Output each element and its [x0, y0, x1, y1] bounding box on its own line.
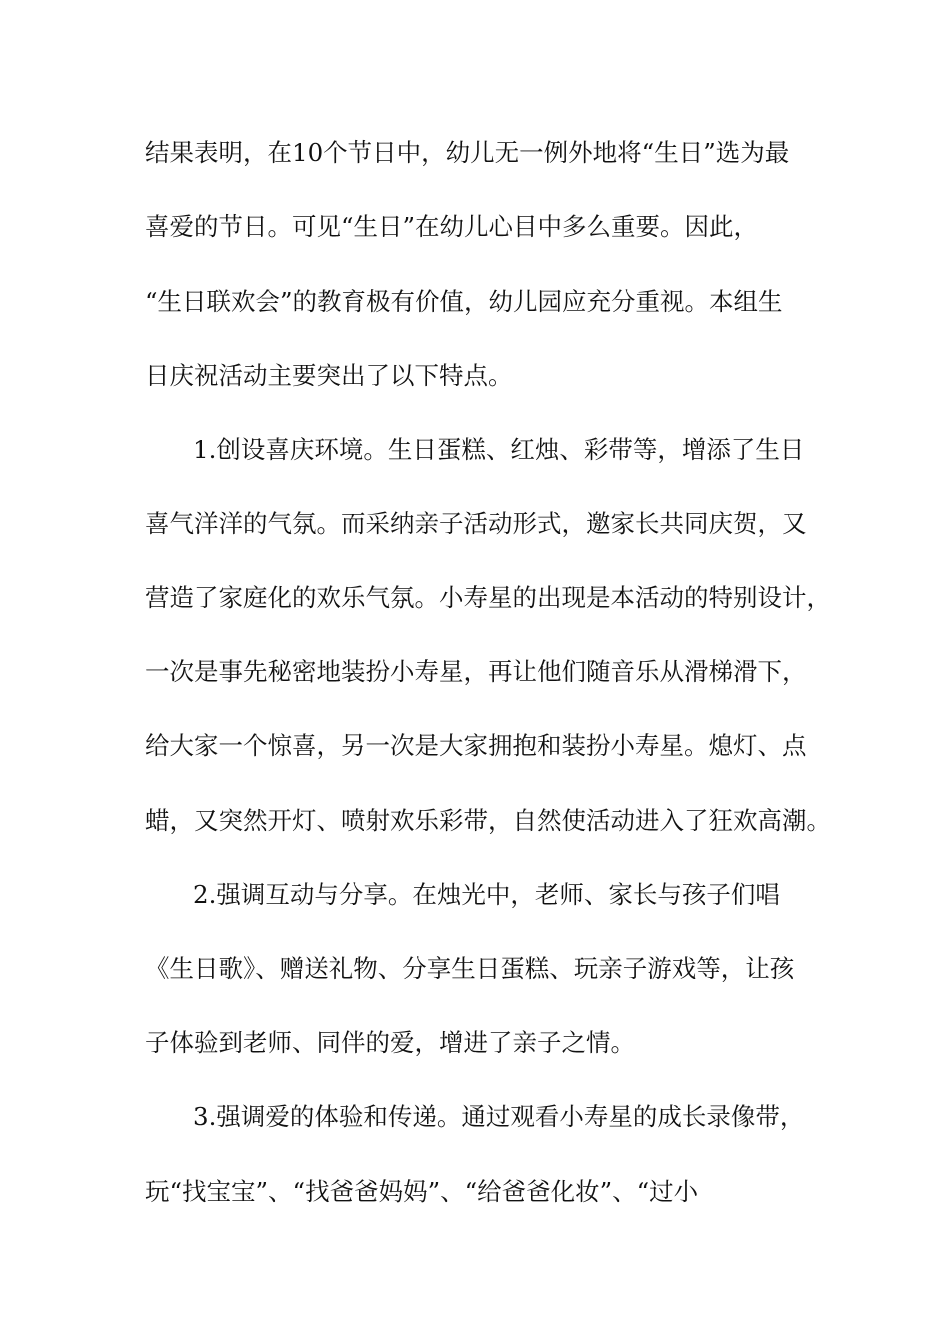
paragraph-1-start: 1.创设喜庆环境。生日蛋糕、红烛、彩带等，增添了生日	[193, 435, 805, 464]
paragraph-3-start: 3.强调爱的体验和传递。通过观看小寿星的成长录像带，	[193, 1102, 805, 1131]
text-line: 《生日歌》、赠送礼物、分享生日蛋糕、玩亲子游戏等，让孩	[145, 954, 795, 983]
text-line: “生日联欢会”的教育极有价值，幼儿园应充分重视。本组生	[145, 287, 783, 316]
text-line: 喜气洋洋的气氛。而采纳亲子活动形式，邀家长共同庆贺，又	[145, 509, 807, 538]
text-line: 蜡，又突然开灯、喷射欢乐彩带，自然使活动进入了狂欢高潮。	[145, 806, 831, 835]
paragraph-2-start: 2.强调互动与分享。在烛光中，老师、家长与孩子们唱	[193, 880, 780, 909]
text-line: 日庆祝活动主要突出了以下特点。	[145, 361, 513, 390]
text-line: 子体验到老师、同伴的爱，增进了亲子之情。	[145, 1028, 635, 1057]
text-line: 一次是事先秘密地装扮小寿星，再让他们随音乐从滑梯滑下，	[145, 657, 807, 686]
text-line: 喜爱的节日。可见“生日”在幼儿心目中多么重要。因此，	[145, 212, 759, 241]
text-line: 营造了家庭化的欢乐气氛。小寿星的出现是本活动的特别设计，	[145, 583, 831, 612]
text-line: 给大家一个惊喜，另一次是大家拥抱和装扮小寿星。熄灯、点	[145, 731, 807, 760]
text-line: 玩“找宝宝”、“找爸爸妈妈”、“给爸爸化妆”、“过小	[145, 1177, 699, 1206]
text-line: 结果表明，在10个节日中，幼儿无一例外地将“生日”选为最	[145, 138, 790, 167]
